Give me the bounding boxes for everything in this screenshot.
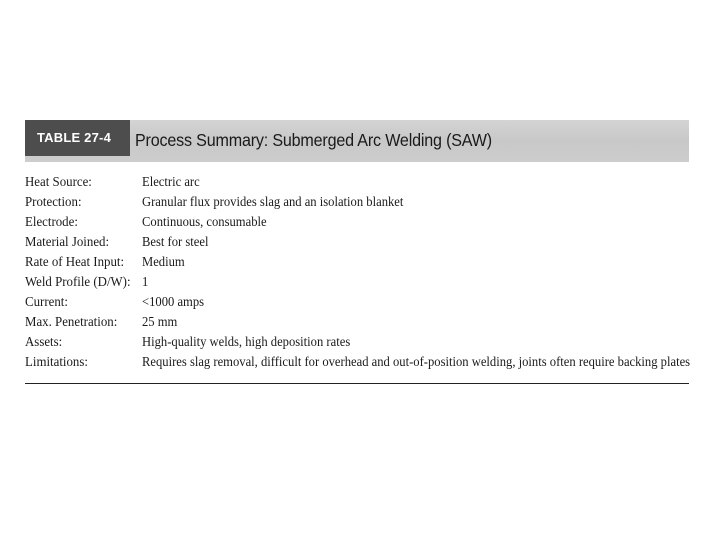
row-value: Granular flux provides slag and an isolation blanket [142,195,404,210]
row-value: Continuous, consumable [142,215,267,230]
table-row [25,293,689,313]
row-label: Protection: [25,195,82,210]
table-row [25,353,689,373]
row-label: Assets: [25,335,63,350]
row-value: 1 [142,275,149,290]
row-value: Requires slag removal, difficult for overhead and out-of-position welding, joints often require backing plates [142,355,691,370]
table-row [25,333,689,353]
table-title: Process Summary: Submerged Arc Welding (SAW) [135,130,492,150]
table-row [25,253,689,273]
table-row [25,173,689,193]
table-row [25,313,689,333]
row-label: Rate of Heat Input: [25,255,125,270]
row-label: Max. Penetration: [25,315,118,330]
table-row [25,273,689,293]
table-row [25,193,689,213]
row-label: Electrode: [25,215,78,230]
row-label: Heat Source: [25,175,92,190]
table-header-bar [25,120,689,162]
row-value: Best for steel [142,235,209,250]
row-value: Medium [142,255,185,270]
row-label: Material Joined: [25,235,110,250]
row-label: Current: [25,295,68,310]
row-value: 25 mm [142,315,178,330]
table-row [25,213,689,233]
row-value: High-quality welds, high deposition rates [142,335,351,350]
table-bottom-rule [25,383,689,384]
table-number-badge: TABLE 27-4 [25,120,130,156]
table-rows [25,162,689,373]
row-value: <1000 amps [142,295,205,310]
process-summary-table [25,120,689,384]
row-label: Weld Profile (D/W): [25,275,131,290]
table-row [25,233,689,253]
row-value: Electric arc [142,175,200,190]
row-label: Limitations: [25,355,88,370]
